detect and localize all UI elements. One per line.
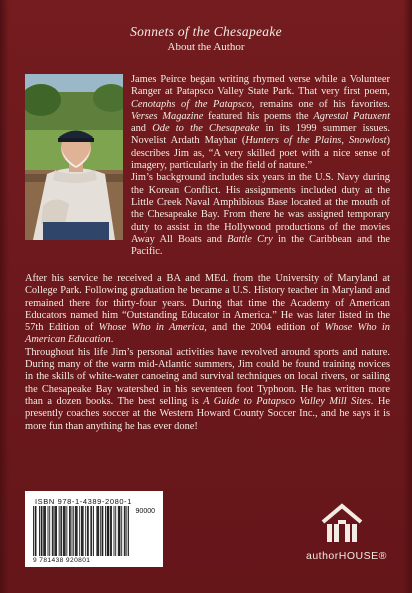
barcode-bar bbox=[108, 506, 109, 556]
barcode-bar bbox=[53, 506, 54, 556]
barcode-bar bbox=[108, 506, 109, 556]
barcode-bar bbox=[107, 506, 108, 556]
barcode-bar bbox=[79, 506, 80, 556]
barcode-bar bbox=[124, 506, 125, 556]
italic-title-text: Whose Who in America bbox=[98, 322, 205, 334]
barcode-bar bbox=[65, 506, 66, 556]
italic-title-text: Hunters of the Plains, Snowlost bbox=[245, 135, 387, 147]
bio-intro-column bbox=[131, 74, 390, 258]
barcode-bar bbox=[52, 506, 53, 556]
book-title: Sonnets of the Chesapeake bbox=[130, 24, 282, 39]
cover-edge-left bbox=[0, 0, 9, 593]
barcode-bar bbox=[49, 506, 50, 556]
barcode-bar bbox=[77, 506, 78, 556]
publisher-logo bbox=[306, 502, 387, 562]
barcode-bar bbox=[76, 506, 77, 556]
barcode-bar bbox=[42, 506, 43, 556]
barcode-bar bbox=[48, 506, 49, 556]
body-text: After his service he received a BA and MEd. from the University of Maryland at College Park. Following graduation he became a U.S. History teacher in Maryland and remained there for thirty-four years. During that time the Academy of American Educators named him “Outstanding Educator in America.” He was later listed in the 57th Edition of bbox=[25, 273, 390, 334]
bio-paragraph-education bbox=[25, 273, 390, 347]
barcode-bar bbox=[69, 506, 70, 556]
barcode-bar bbox=[98, 506, 99, 556]
barcode-digits: 9 781438 920801 bbox=[33, 557, 91, 564]
isbn-barcode bbox=[25, 491, 163, 567]
barcode-bar bbox=[64, 506, 65, 556]
body-text: , remains one of his favorites. bbox=[251, 98, 390, 110]
italic-title-text: A Guide to Patapsco Valley Mill Sites bbox=[203, 395, 371, 407]
body-text: Throughout his life Jim’s personal activities have revolved around sports and nature. During many of the warm mid-Atlantic summers, Jim could be found training novices in the skills of white-water canoeing and survival techniques on local rivers, or sailing the Chesapeake Bay watershed in his seventeen foot Typhoon. He has written more than a dozen books. The best selling is bbox=[25, 346, 390, 407]
barcode-bar bbox=[96, 506, 97, 556]
cover-edge-right bbox=[403, 0, 412, 593]
barcode-bar bbox=[63, 506, 64, 556]
isbn-text: ISBN 978-1-4389-2080-1 bbox=[35, 497, 133, 506]
barcode-bar bbox=[44, 506, 45, 556]
italic-title-text: Whose Who in American Education bbox=[25, 322, 390, 346]
barcode-bar bbox=[105, 506, 106, 556]
barcode-bar bbox=[61, 506, 62, 556]
body-text: in the Caribbean and the Pacific. bbox=[131, 233, 390, 258]
italic-title-text: Ode to the Chesapeake bbox=[152, 123, 260, 135]
body-text: and bbox=[131, 123, 153, 135]
italic-title-text: Agrestal Patuxent bbox=[313, 110, 390, 122]
barcode-bar bbox=[120, 506, 121, 556]
body-text: . He presently coaches soccer at the Western Howard County Soccer Inc., and he says it is more fun than anything he has ever done! bbox=[25, 395, 391, 432]
bio-paragraph-service bbox=[131, 172, 390, 258]
barcode-bar bbox=[33, 506, 34, 556]
bio-paragraph-intro bbox=[131, 74, 390, 172]
barcode-bar bbox=[90, 506, 91, 556]
barcode-bar bbox=[111, 506, 112, 556]
barcode-bar bbox=[119, 506, 120, 556]
body-text: ) describes Jim as, “A very skilled poet with a nice sense of imagery, particularly in the field of nature.” bbox=[131, 135, 390, 172]
barcode-bar bbox=[43, 506, 44, 556]
barcode-bar bbox=[85, 506, 86, 556]
barcode-bar bbox=[36, 506, 37, 556]
body-text: in its 1999 summer issues. Novelist Ardath Mayhar ( bbox=[131, 123, 390, 147]
barcode-bar bbox=[118, 506, 119, 556]
barcode-bar bbox=[125, 506, 126, 556]
barcode-bar bbox=[102, 506, 103, 556]
barcode-bar bbox=[128, 506, 129, 556]
barcode-bar bbox=[97, 506, 98, 556]
barcode-bar bbox=[110, 506, 111, 556]
barcode-bar bbox=[35, 506, 36, 556]
barcode-bars bbox=[33, 506, 129, 556]
barcode-bar bbox=[102, 506, 103, 556]
bio-paragraph-personal bbox=[25, 347, 390, 433]
author-photo bbox=[25, 74, 123, 240]
barcode-bar bbox=[75, 506, 76, 556]
barcode-bar bbox=[59, 506, 60, 556]
barcode-bar bbox=[114, 506, 115, 556]
body-text: Jim’s background includes six years in the U.S. Navy during the Korean Conflict. His assignments included duty at the Little Creek Naval Amphibious Base located at the mouth of the Chesapeake Bay. From there he was assigned temporary duty to assist in the Hollywood productions of the movies Away All Boats and bbox=[131, 172, 390, 245]
barcode-bar bbox=[88, 506, 89, 556]
barcode-bar bbox=[87, 506, 88, 556]
barcode-bar bbox=[126, 506, 127, 556]
price-code: 90000 bbox=[135, 508, 155, 515]
barcode-bar bbox=[91, 506, 92, 556]
barcode-bar bbox=[100, 506, 101, 556]
italic-title-text: Cenotaphs of the Patapsco bbox=[131, 98, 252, 110]
italic-title-text: Verses Magazine bbox=[131, 110, 204, 122]
barcode-bar bbox=[41, 506, 42, 556]
barcode-bar bbox=[82, 506, 83, 556]
body-text: James Peirce began writing rhymed verse while a Volunteer Ranger at Patapsco Valley State Park. That very first poem, bbox=[131, 74, 390, 98]
section-heading: About the Author bbox=[167, 41, 245, 53]
italic-title-text: Battle Cry bbox=[227, 233, 273, 245]
barcode-bar bbox=[121, 506, 122, 556]
barcode-bar bbox=[45, 506, 46, 556]
body-text: featured his poems the bbox=[203, 110, 314, 122]
barcode-bar bbox=[81, 506, 82, 556]
body-text: , and the 2004 edition of bbox=[204, 322, 325, 334]
authorhouse-logo-icon bbox=[319, 502, 365, 546]
barcode-bar bbox=[56, 506, 57, 556]
barcode-bar bbox=[55, 506, 56, 556]
publisher-name: authorHOUSE® bbox=[306, 550, 387, 562]
barcode-bar bbox=[54, 506, 55, 556]
barcode-bar bbox=[73, 506, 74, 556]
barcode-bar bbox=[93, 506, 94, 556]
barcode-bar bbox=[60, 506, 61, 556]
barcode-bar bbox=[66, 506, 67, 556]
barcode-bar bbox=[39, 506, 40, 556]
barcode-bar bbox=[70, 506, 71, 556]
body-text: . bbox=[110, 334, 114, 346]
barcode-bar bbox=[83, 506, 84, 556]
bio-full-width bbox=[25, 273, 390, 433]
barcode-bar bbox=[72, 506, 73, 556]
barcode-bar bbox=[115, 506, 116, 556]
